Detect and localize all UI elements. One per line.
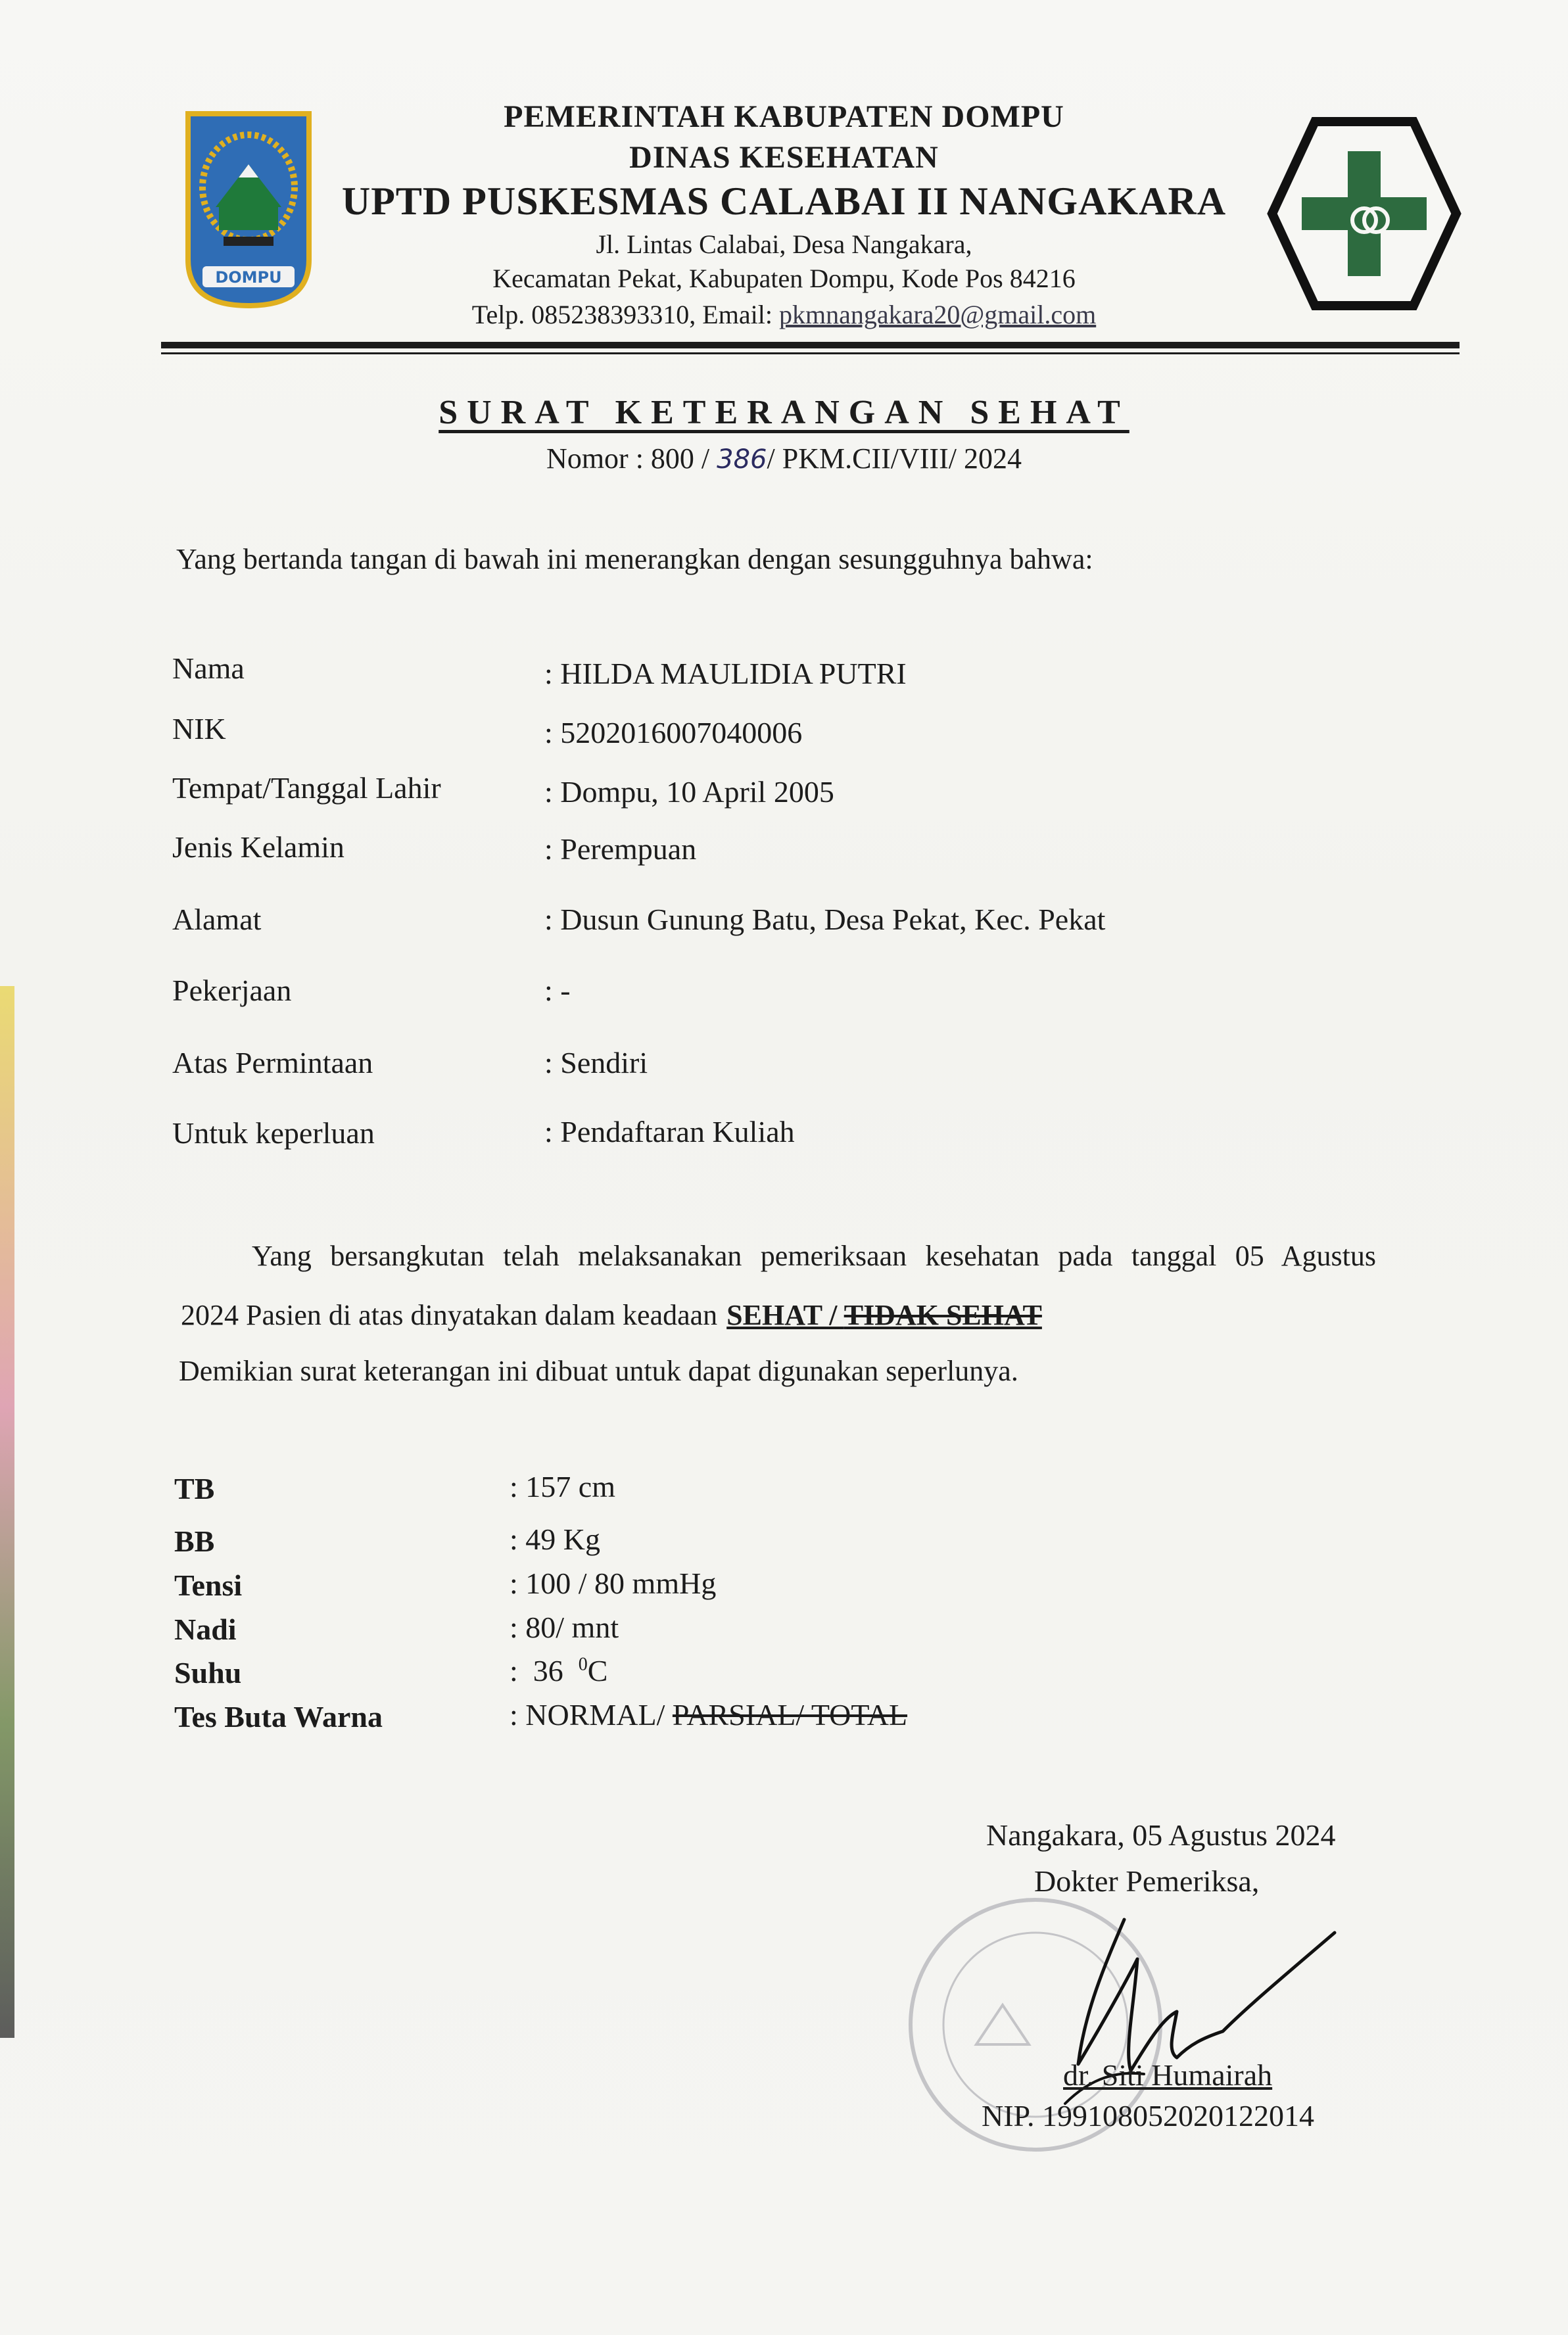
vital-label-suhu: Suhu: [174, 1656, 242, 1689]
suhu-unit: C: [587, 1654, 608, 1687]
field-value-ttl: : Dompu, 10 April 2005: [544, 775, 834, 809]
field-value-alamat: : Dusun Gunung Batu, Desa Pekat, Kec. Pekat: [544, 903, 1106, 936]
intro-text: Yang bertanda tangan di bawah ini menerangkan dengan sesungguhnya bahwa:: [176, 543, 1093, 575]
field-value-keperluan: : Pendaftaran Kuliah: [544, 1115, 795, 1148]
header-address-1: Jl. Lintas Calabai, Desa Nangakara,: [596, 229, 972, 259]
vital-label-tb: TB: [174, 1472, 215, 1505]
header-department: DINAS KESEHATAN: [629, 140, 939, 175]
vital-label-nadi: Nadi: [174, 1613, 237, 1646]
header-contact: [0, 299, 1568, 330]
statement-line-2: [181, 1298, 1042, 1332]
header-address-2: Kecamatan Pekat, Kabupaten Dompu, Kode Pos 84216: [492, 264, 1076, 293]
header-rule-thin: [161, 352, 1460, 354]
field-value-nama: : HILDA MAULIDIA PUTRI: [544, 657, 907, 690]
vital-value-tensi: : 100 / 80 mmHg: [510, 1567, 717, 1600]
vital-label-buta-warna: Tes Buta Warna: [174, 1700, 383, 1734]
status-tidak-sehat: TIDAK SEHAT: [843, 1299, 1042, 1331]
document-number: [0, 442, 1568, 475]
vital-label-bb: BB: [174, 1524, 215, 1558]
field-value-gender: : Perempuan: [544, 832, 697, 866]
field-label-ttl: Tempat/Tanggal Lahir: [172, 771, 441, 805]
vital-value-suhu: [510, 1653, 607, 1688]
doctor-nip: NIP. 199108052020122014: [982, 2099, 1315, 2133]
header-rule-thick: [161, 342, 1460, 348]
title-text: SURAT KETERANGAN SEHAT: [439, 394, 1129, 431]
field-value-permintaan: : Sendiri: [544, 1046, 648, 1079]
number-suffix: / PKM.CII/VIII/ 2024: [767, 442, 1022, 475]
doctor-name: dr. Siti Humairah: [1063, 2058, 1273, 2092]
vital-value-bb: : 49 Kg: [510, 1522, 600, 1556]
field-label-nik: NIK: [172, 712, 226, 745]
number-prefix: Nomor : 800 /: [546, 442, 717, 475]
header-phone: Telp. 085238393310, Email:: [471, 300, 779, 329]
buta-warna-normal: : NORMAL/: [510, 1698, 673, 1732]
vital-value-nadi: : 80/ mnt: [510, 1611, 619, 1644]
status-sehat: SEHAT /: [726, 1299, 844, 1331]
header-email: pkmnangakara20@gmail.com: [778, 300, 1097, 329]
vital-label-tensi: Tensi: [174, 1568, 243, 1602]
signoff-place-date: Nangakara, 05 Agustus 2024: [986, 1818, 1336, 1852]
suhu-value: : 36: [510, 1654, 579, 1687]
field-label-permintaan: Atas Permintaan: [172, 1046, 373, 1079]
field-value-nik: : 5202016007040006: [544, 716, 803, 749]
logo-left-text: DOMPU: [215, 268, 282, 287]
statement-line-1: Yang bersangkutan telah melaksanakan pemeriksaan kesehatan pada tanggal 05 Agustus: [252, 1240, 1376, 1272]
page-edge-shadow: [0, 986, 14, 2038]
number-handwritten: 386: [717, 444, 767, 475]
health-status: [726, 1299, 1042, 1331]
field-label-keperluan: Untuk keperluan: [172, 1116, 375, 1150]
field-value-pekerjaan: : -: [544, 974, 571, 1007]
vital-value-buta-warna: [510, 1697, 907, 1732]
field-label-alamat: Alamat: [172, 903, 262, 936]
statement-text: 2024 Pasien di atas dinyatakan dalam keadaan: [181, 1299, 718, 1331]
suhu-degree: 0: [578, 1654, 588, 1675]
buta-warna-struck: PARSIAL/ TOTAL: [672, 1698, 908, 1732]
document-title: [0, 393, 1568, 432]
statement-line-3: Demikian surat keterangan ini dibuat untuk dapat digunakan seperlunya.: [179, 1355, 1018, 1387]
field-label-gender: Jenis Kelamin: [172, 830, 344, 864]
header-government: PEMERINTAH KABUPATEN DOMPU: [504, 99, 1064, 134]
field-label-nama: Nama: [172, 651, 245, 685]
header-institution: UPTD PUSKESMAS CALABAI II NANGAKARA: [341, 179, 1227, 223]
signoff-role: Dokter Pemeriksa,: [1034, 1864, 1260, 1898]
vital-value-tb: : 157 cm: [510, 1470, 615, 1503]
field-label-pekerjaan: Pekerjaan: [172, 974, 292, 1007]
